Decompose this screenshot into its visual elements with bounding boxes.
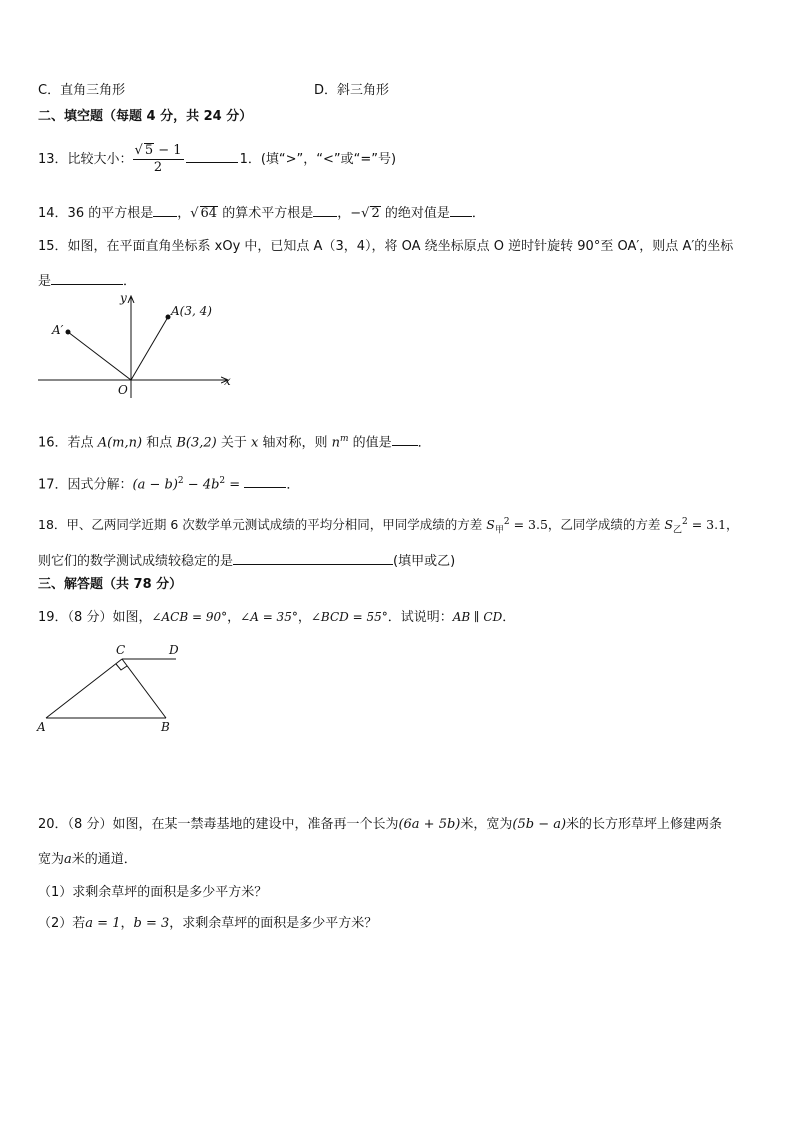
q16-point-a: A(m,n)	[97, 435, 143, 451]
q16-mid2: 关于	[216, 435, 251, 451]
q14-blank-1[interactable]	[153, 202, 177, 217]
question-13	[38, 140, 396, 180]
q15-coordinate-figure	[30, 288, 240, 398]
q13-suffix: 1．(填“>”，“<”或“=”号)	[239, 152, 397, 167]
q16-mid: 和点	[142, 435, 177, 451]
q18-s-yi: S	[664, 517, 673, 533]
q20-sub2c: ，求剩余草坪的面积是多少平方米？	[169, 916, 378, 931]
q20-line1c: 米的长方形草坪上修建两条	[566, 817, 723, 832]
q20-line1a: 20．（8 分）如图，在某一禁毒基地的建设中，准备再一个长为	[38, 817, 399, 832]
question-19	[38, 608, 515, 627]
q14-part5: 的绝对值是	[380, 206, 450, 221]
q14-sqrt-arg: 64	[200, 206, 218, 221]
q14-part1: 14．36 的平方根是	[38, 206, 154, 221]
q15-end: ．	[123, 274, 137, 289]
q19-end: ．	[502, 610, 516, 625]
q18-line2a: 则它们的数学测试成绩较稳定的是	[38, 554, 234, 569]
q19-cond2: ∠A = 35°	[240, 610, 298, 624]
q17-expr2: − 4b	[183, 477, 220, 493]
sqrt-icon: √	[190, 206, 199, 221]
q20-sub2b: ，	[120, 916, 134, 931]
q19-mid: ．试说明：	[387, 610, 453, 625]
label-a-prime: A′	[52, 323, 64, 337]
label-c: C	[116, 643, 126, 657]
option-c: C．直角三角形	[38, 83, 126, 98]
question-16	[38, 430, 431, 452]
q18-line1a: 18．甲、乙两同学近期 6 次数学单元测试成绩的平均分相同，甲同学成绩的方差	[38, 517, 487, 533]
q13-answer-blank[interactable]	[186, 148, 238, 163]
q20-length-expr: (6a + 5b)	[398, 817, 461, 832]
q20-line2a: 宽为	[38, 852, 65, 867]
question-18-line2	[38, 550, 455, 571]
q18-s-jia: S	[486, 517, 495, 533]
question-15-line1: 15．如图，在平面直角坐标系 xOy 中，已知点 A（3，4），将 OA 绕坐标原点 O 逆时针旋转 90°至 OA′，则点 A′的坐标	[38, 239, 734, 254]
option-d: D．斜三角形	[314, 83, 390, 98]
q14-blank-2[interactable]	[313, 202, 337, 217]
q16-answer-blank[interactable]	[392, 431, 418, 446]
q17-expr: (a − b)	[132, 477, 178, 493]
q19-sep2: ，	[297, 610, 311, 625]
label-b: B	[161, 720, 170, 734]
q18-val-yi: = 3.1	[687, 517, 727, 533]
label-d: D	[169, 643, 179, 657]
question-20-line2	[38, 851, 137, 869]
segment-bc	[122, 659, 166, 718]
q19-prefix: 19．（8 分）如图，	[38, 610, 152, 625]
q18-sub-yi: 乙	[672, 525, 682, 536]
q19-conclusion: AB ∥ CD	[452, 610, 503, 624]
q19-triangle-figure	[30, 640, 190, 740]
label-x: x	[224, 374, 231, 388]
q14-part4: ，	[337, 206, 351, 221]
question-14	[38, 202, 485, 223]
q14-sqrt2-arg: 2	[371, 206, 380, 221]
section2-title: 二、填空题（每题 4 分，共 24 分）	[38, 109, 253, 124]
sqrt-icon: √	[134, 143, 143, 158]
q20-width-expr: (5b − a)	[512, 817, 567, 832]
q13-fraction	[133, 143, 184, 176]
label-a: A(3, 4)	[171, 304, 212, 318]
question-20-sub1: （1）求剩余草坪的面积是多少平方米？	[38, 885, 268, 900]
q19-cond3: ∠BCD = 55°	[310, 610, 388, 624]
q18-line1b: ，乙同学成绩的方差	[547, 517, 665, 533]
q14-end: ．	[471, 206, 485, 221]
q15-answer-blank[interactable]	[51, 270, 123, 285]
label-a: A	[37, 720, 46, 734]
q13-denominator: 2	[153, 160, 163, 175]
segment-oa	[131, 317, 168, 380]
q20-line1b: 米，宽为	[460, 817, 513, 832]
q16-mid3: 轴对称，则	[258, 435, 332, 451]
q18-answer-blank[interactable]	[233, 550, 393, 565]
q18-line2b: (填甲或乙)	[393, 554, 456, 569]
q18-val-jia: = 3.5	[509, 517, 548, 533]
q16-end2: ．	[417, 435, 431, 451]
sqrt-icon: √	[361, 206, 370, 221]
segment-ac	[46, 659, 122, 718]
q17-answer-blank[interactable]	[244, 473, 286, 488]
q13-num-rest: − 1	[154, 143, 182, 158]
q18-sup-yi: 2	[682, 517, 688, 527]
q17-exp: 2	[177, 476, 184, 486]
q20-sub2a: （2）若	[38, 916, 86, 931]
q16-axis: x	[250, 435, 259, 451]
q16-end: 的值是	[348, 435, 392, 451]
q18-sup-jia: 2	[503, 517, 510, 527]
q17-end: ．	[286, 477, 300, 493]
q18-sub-jia: 甲	[494, 525, 504, 536]
q14-neg: −	[350, 206, 362, 221]
q14-blank-3[interactable]	[450, 202, 472, 217]
q13-prefix: 13．比较大小：	[38, 152, 133, 167]
q13-num-radicand: 5	[144, 143, 154, 158]
q19-cond1: ∠ACB = 90°	[151, 610, 228, 624]
q17-eq: =	[225, 477, 245, 493]
q20-cond-a: a = 1	[85, 916, 121, 931]
q16-prefix: 16．若点	[38, 435, 98, 451]
right-angle-mark	[116, 664, 127, 670]
q15-prefix: 是	[38, 274, 52, 289]
question-20-line1	[38, 816, 722, 834]
q20-line2b: 米的通道．	[71, 852, 137, 867]
q18-line1c: ，	[726, 517, 739, 533]
label-o: O	[118, 383, 128, 397]
point-a	[166, 315, 171, 320]
section3-title: 三、解答题（共 78 分）	[38, 577, 183, 592]
point-a-prime	[66, 330, 71, 335]
q17-prefix: 17．因式分解：	[38, 477, 133, 493]
question-17	[38, 472, 299, 494]
q16-point-b: B(3,2)	[176, 435, 217, 451]
q14-part3: 的算术平方根是	[218, 206, 314, 221]
q16-expr-exp: m	[339, 434, 349, 444]
question-20-sub2	[38, 915, 377, 933]
label-y: y	[120, 291, 127, 305]
segment-oa-prime	[68, 332, 131, 380]
q16-expr-base: n	[331, 435, 340, 451]
q20-cond-b: b = 3	[133, 916, 170, 931]
q14-part2: ，	[177, 206, 191, 221]
q17-exp2: 2	[219, 476, 226, 486]
question-18-line1	[38, 513, 739, 540]
q20-var-a: a	[64, 852, 72, 867]
q19-sep1: ，	[227, 610, 241, 625]
